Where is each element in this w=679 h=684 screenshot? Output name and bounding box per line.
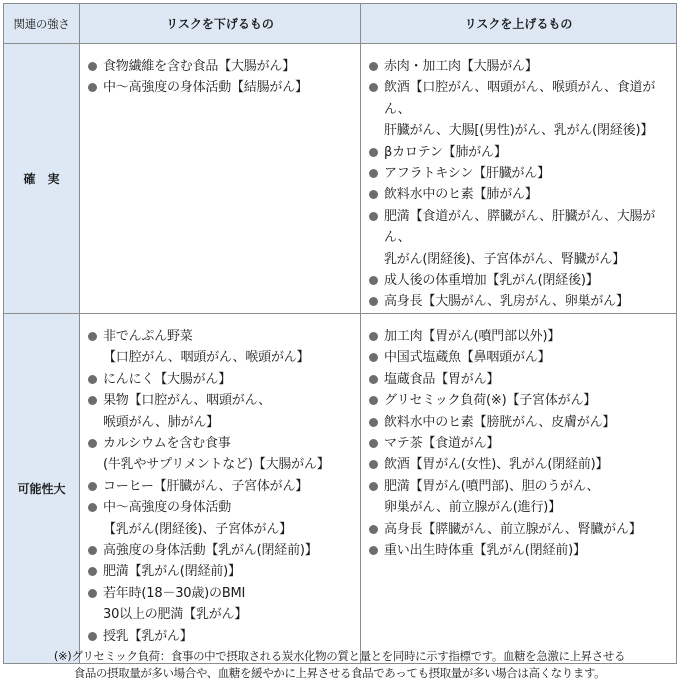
list-item: アフラトキシン【肝臓がん】: [361, 163, 670, 184]
header-row: [4, 4, 677, 44]
list-item: 非でんぷん野菜 【口腔がん、咽頭がん、喉頭がん】: [80, 326, 354, 369]
list-item: 中～高強度の身体活動 【乳がん(閉経後)、子宮体がん】: [80, 497, 354, 540]
list-item: 成人後の体重増加【乳がん(閉経後)】: [361, 270, 670, 291]
list-item: 果物【口腔がん、咽頭がん、 喉頭がん、肺がん】: [80, 390, 354, 433]
list-item: βカロテン【肺がん】: [361, 142, 670, 163]
list-item: 高身長【膵臓がん、前立腺がん、腎臓がん】: [361, 519, 670, 540]
list-item: 肥満【食道がん、膵臓がん、肝臓がん、大腸がん、 乳がん(閉経後)、子宮体がん、腎臓がん】: [361, 206, 670, 270]
lower-risk-cell: [80, 313, 361, 663]
lower-risk-list: [80, 314, 360, 647]
raise-risk-list: [361, 314, 676, 561]
header-raise-risk: リスクを上げるもの: [361, 4, 677, 44]
list-item: 加工肉【胃がん(噴門部以外)】: [361, 326, 670, 347]
header-strength: 関連の強さ: [4, 4, 80, 44]
list-item: コーヒー【肝臓がん、子宮体がん】: [80, 476, 354, 497]
list-item: 中～高強度の身体活動【結腸がん】: [80, 77, 354, 98]
list-item: 授乳【乳がん】: [80, 626, 354, 647]
raise-risk-cell: [361, 44, 677, 314]
list-item: 塩蔵食品【胃がん】: [361, 369, 670, 390]
risk-table: [3, 3, 677, 664]
strength-probable: 可能性大: [4, 313, 80, 663]
list-item: カルシウムを含む食事 (牛乳やサプリメントなど)【大腸がん】: [80, 433, 354, 476]
row-certain: [4, 44, 677, 314]
list-item: 若年時(18－30歳)のBMI 30以上の肥満【乳がん】: [80, 583, 354, 626]
list-item: 肥満【乳がん(閉経前)】: [80, 561, 354, 582]
footnote: (※)グリセミック負荷：食事の中で摂取される炭水化物の質と量とを同時に示す指標です。血糖を急激に上昇させる 食品の摂取量が多い場合や、血糖を緩やかに上昇させる食品であっても摂取量が多い場合は高くなります。: [53, 649, 626, 680]
list-item: 肥満【胃がん(噴門部)、胆のうがん、 卵巣がん、前立腺がん(進行)】: [361, 476, 670, 519]
list-item: グリセミック負荷(※)【子宮体がん】: [361, 390, 670, 411]
list-item: 飲料水中のヒ素【肺がん】: [361, 184, 670, 205]
strength-certain: 確 実: [4, 44, 80, 314]
header-lower-risk: リスクを下げるもの: [80, 4, 361, 44]
list-item: 中国式塩蔵魚【鼻咽頭がん】: [361, 347, 670, 368]
list-item: にんにく【大腸がん】: [80, 369, 354, 390]
raise-risk-cell: [361, 313, 677, 663]
row-probable: [4, 313, 677, 663]
list-item: 食物繊維を含む食品【大腸がん】: [80, 56, 354, 77]
list-item: 高身長【大腸がん、乳房がん、卵巣がん】: [361, 291, 670, 312]
lower-risk-list: [80, 44, 360, 99]
list-item: マテ茶【食道がん】: [361, 433, 670, 454]
raise-risk-list: [361, 44, 676, 313]
list-item: 重い出生時体重【乳がん(閉経前)】: [361, 540, 670, 561]
list-item: 飲料水中のヒ素【膀胱がん、皮膚がん】: [361, 412, 670, 433]
list-item: 飲酒【口腔がん、咽頭がん、喉頭がん、食道がん、 肝臓がん、大腸[(男性)がん、乳がん(閉経後)】: [361, 77, 670, 141]
list-item: 高強度の身体活動【乳がん(閉経前)】: [80, 540, 354, 561]
list-item: 飲酒【胃がん(女性)、乳がん(閉経前)】: [361, 454, 670, 475]
lower-risk-cell: [80, 44, 361, 314]
list-item: 赤肉・加工肉【大腸がん】: [361, 56, 670, 77]
